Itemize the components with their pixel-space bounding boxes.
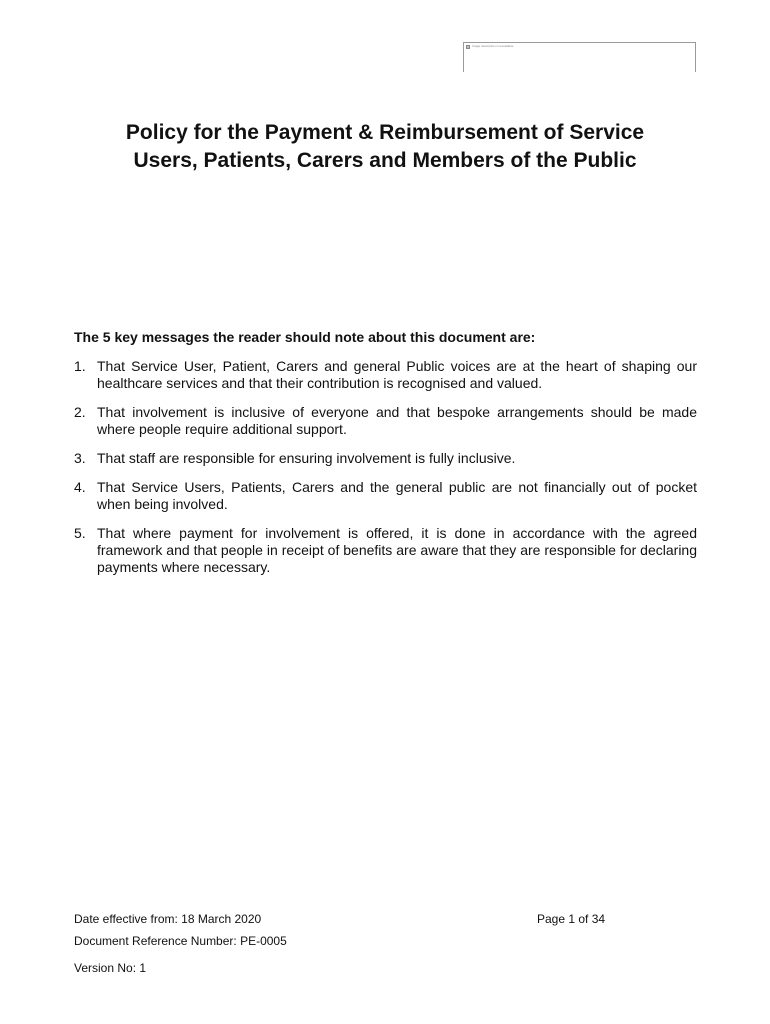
key-message-text: That staff are responsible for ensuring involvement is fully inclusive.: [97, 450, 516, 466]
key-message-item: [74, 358, 697, 392]
logo-alt-text: Image description not available: [472, 44, 514, 48]
key-message-item: [74, 525, 697, 576]
key-message-text: That where payment for involvement is offered, it is done in accordance with the agreed framework and that people in receipt of benefits are aware that they are responsible for declaring payments where necessary.: [97, 525, 697, 575]
key-message-number: 1.: [74, 358, 86, 374]
key-messages-heading: The 5 key messages the reader should note about this document are:: [74, 329, 536, 345]
key-message-text: That Service User, Patient, Carers and general Public voices are at the heart of shaping our healthcare services and that their contribution is recognised and valued.: [97, 358, 697, 391]
broken-image-icon: [466, 45, 470, 49]
key-message-number: 3.: [74, 450, 86, 466]
key-message-item: [74, 450, 697, 467]
logo-placeholder: [463, 42, 696, 72]
key-message-number: 2.: [74, 404, 86, 420]
key-message-item: [74, 479, 697, 513]
document-title-line-2: Users, Patients, Carers and Members of the Public: [133, 149, 637, 172]
page-number: Page 1 of 34: [537, 912, 606, 926]
key-message-text: That involvement is inclusive of everyone and that bespoke arrangements should be made where people require additional support.: [97, 404, 697, 437]
key-messages-list: [74, 358, 697, 588]
key-message-number: 4.: [74, 479, 86, 495]
document-title-line-1: Policy for the Payment & Reimbursement of Service: [125, 121, 645, 144]
key-message-number: 5.: [74, 525, 86, 541]
key-message-item: [74, 404, 697, 438]
date-effective: Date effective from: 18 March 2020: [74, 912, 262, 926]
version-number: Version No: 1: [74, 961, 147, 975]
key-message-text: That Service Users, Patients, Carers and the general public are not financially out of pocket when being involved.: [97, 479, 697, 512]
document-reference: Document Reference Number: PE-0005: [74, 934, 287, 948]
document-title: [60, 119, 710, 175]
